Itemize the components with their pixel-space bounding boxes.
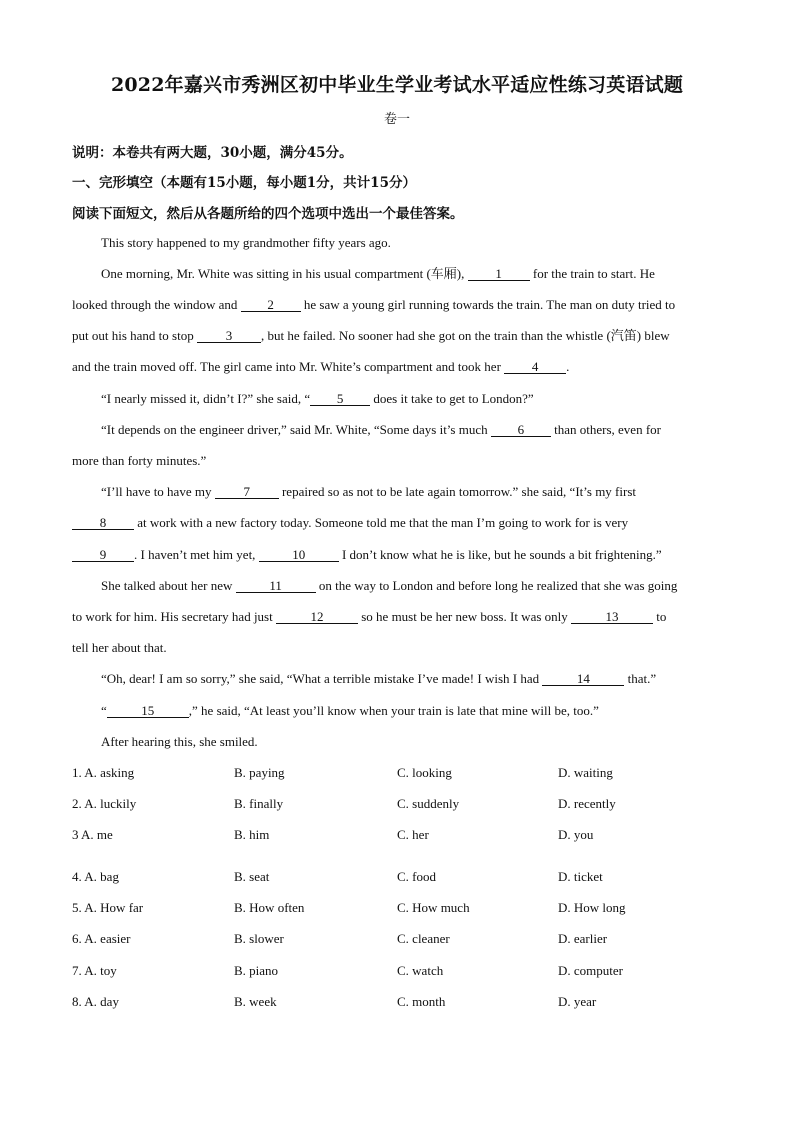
option-b[interactable]: B. him — [234, 827, 270, 842]
passage-text: , but he failed. No sooner had she got on the train than the whistle (汽笛) blew — [260, 328, 670, 343]
passage-line — [101, 484, 636, 500]
passage-text: to — [653, 609, 667, 624]
option-d[interactable]: D. ticket — [558, 869, 603, 884]
blank-11: 11 — [236, 579, 316, 593]
section-heading: 一、完形填空（本题有15小题，每小题1分，共计15分） — [72, 175, 416, 191]
passage-line — [101, 671, 656, 687]
option-b[interactable]: B. week — [234, 994, 277, 1009]
passage-text: on the way to London and before long he realized that she was going — [315, 578, 678, 593]
option-d[interactable]: D. year — [558, 994, 597, 1009]
passage-text: “It depends on the engineer driver,” said Mr. White, “Some days it’s much — [101, 422, 491, 437]
option-a[interactable]: 1. A. asking — [72, 765, 135, 780]
option-a[interactable]: 5. A. How far — [72, 900, 144, 915]
passage-text: at work with a new factory today. Someone told me that the man I’m going to work for is very — [134, 515, 629, 530]
passage-text: looked through the window and — [72, 297, 241, 312]
passage-line — [72, 515, 628, 531]
blank-15: 15 — [107, 704, 189, 718]
option-d[interactable]: D. earlier — [558, 931, 608, 946]
option-c[interactable]: C. month — [397, 994, 446, 1009]
blank-5: 5 — [310, 392, 370, 406]
passage-line — [72, 609, 666, 625]
passage-line — [101, 422, 661, 438]
passage-text: ,” he said, “At least you’ll know when your train is late that mine will be, too.” — [188, 703, 599, 718]
option-c[interactable]: C. suddenly — [397, 796, 460, 811]
option-b[interactable]: B. How often — [234, 900, 305, 915]
option-d[interactable]: D. computer — [558, 963, 623, 978]
blank-1: 1 — [468, 267, 530, 281]
passage-text: “I nearly missed it, didn’t I?” she said, “ — [101, 391, 311, 406]
exam-subtitle: 卷一 — [383, 112, 410, 127]
option-c[interactable]: C. her — [397, 827, 429, 842]
passage-text: and the train moved off. The girl came into Mr. White’s compartment and took her — [72, 359, 505, 374]
option-a[interactable]: 4. A. bag — [72, 869, 119, 884]
blank-12: 12 — [276, 610, 358, 624]
passage-text: She talked about her new — [101, 578, 236, 593]
passage-line — [72, 297, 675, 313]
blank-13: 13 — [571, 610, 653, 624]
option-d[interactable]: D. waiting — [558, 765, 613, 780]
section-instruction: 阅读下面短文，然后从各题所给的四个选项中选出一个最佳答案。 — [72, 206, 464, 222]
option-a[interactable]: 2. A. luckily — [72, 796, 137, 811]
passage-line — [72, 547, 662, 563]
blank-2: 2 — [241, 298, 301, 312]
option-a[interactable]: 6. A. easier — [72, 931, 131, 946]
option-c[interactable]: C. looking — [397, 765, 452, 780]
passage-text: . I haven’t met him yet, — [134, 547, 259, 562]
option-b[interactable]: B. paying — [234, 765, 285, 780]
option-a[interactable]: 7. A. toy — [72, 963, 117, 978]
passage-text: “Oh, dear! I am so sorry,” she said, “What a terrible mistake I’ve made! I wish I had — [101, 671, 543, 686]
option-a[interactable]: 8. A. day — [72, 994, 119, 1009]
blank-6: 6 — [491, 423, 551, 437]
passage-text: put out his hand to stop — [72, 328, 197, 343]
passage-text: One morning, Mr. White was sitting in his usual compartment (车厢), — [101, 266, 468, 281]
passage-text: I don’t know what he is like, but he sounds a bit frightening.” — [338, 547, 662, 562]
option-c[interactable]: C. How much — [397, 900, 470, 915]
passage-line: tell her about that. — [72, 640, 167, 655]
option-c[interactable]: C. cleaner — [397, 931, 450, 946]
passage-text: than others, even for — [550, 422, 661, 437]
option-d[interactable]: D. you — [558, 827, 594, 842]
passage-line — [72, 328, 670, 344]
option-c[interactable]: C. watch — [397, 963, 444, 978]
option-b[interactable]: B. seat — [234, 869, 270, 884]
option-d[interactable]: D. recently — [558, 796, 616, 811]
option-d[interactable]: D. How long — [558, 900, 626, 915]
blank-10: 10 — [259, 548, 339, 562]
passage-line: This story happened to my grandmother fifty years ago. — [101, 235, 391, 250]
passage-text: that.” — [624, 671, 657, 686]
passage-text: he saw a young girl running towards the train. The man on duty tried to — [300, 297, 676, 312]
passage-text: . — [566, 359, 570, 374]
blank-14: 14 — [542, 672, 624, 686]
passage-text: “ — [101, 703, 107, 718]
passage-line — [101, 391, 534, 407]
blank-8: 8 — [72, 516, 134, 530]
passage-line: more than forty minutes.” — [72, 453, 207, 468]
passage-text: so he must be her new boss. It was only — [357, 609, 572, 624]
passage-line — [101, 578, 677, 594]
blank-3: 3 — [197, 329, 261, 343]
blank-9: 9 — [72, 548, 134, 562]
passage-text: to work for him. His secretary had just — [72, 609, 276, 624]
passage-text: repaired so as not to be late again tomorrow.” she said, “It’s my first — [278, 484, 636, 499]
option-a[interactable]: 3 A. me — [72, 827, 113, 842]
option-b[interactable]: B. finally — [234, 796, 284, 811]
passage-line — [101, 266, 655, 282]
passage-line — [101, 703, 599, 719]
passage-line: After hearing this, she smiled. — [101, 734, 258, 749]
blank-7: 7 — [215, 485, 279, 499]
passage-text: “I’ll have to have my — [101, 484, 215, 499]
exam-note: 说明：本卷共有两大题，30小题，满分45分。 — [72, 145, 353, 161]
passage-text: for the train to start. He — [529, 266, 655, 281]
option-b[interactable]: B. piano — [234, 963, 279, 978]
exam-title: 2022年嘉兴市秀洲区初中毕业生学业考试水平适应性练习英语试题 — [110, 74, 684, 96]
option-b[interactable]: B. slower — [234, 931, 284, 946]
blank-4: 4 — [504, 360, 566, 374]
passage-line — [72, 359, 569, 375]
passage-text: does it take to get to London?” — [370, 391, 534, 406]
option-c[interactable]: C. food — [397, 869, 436, 884]
